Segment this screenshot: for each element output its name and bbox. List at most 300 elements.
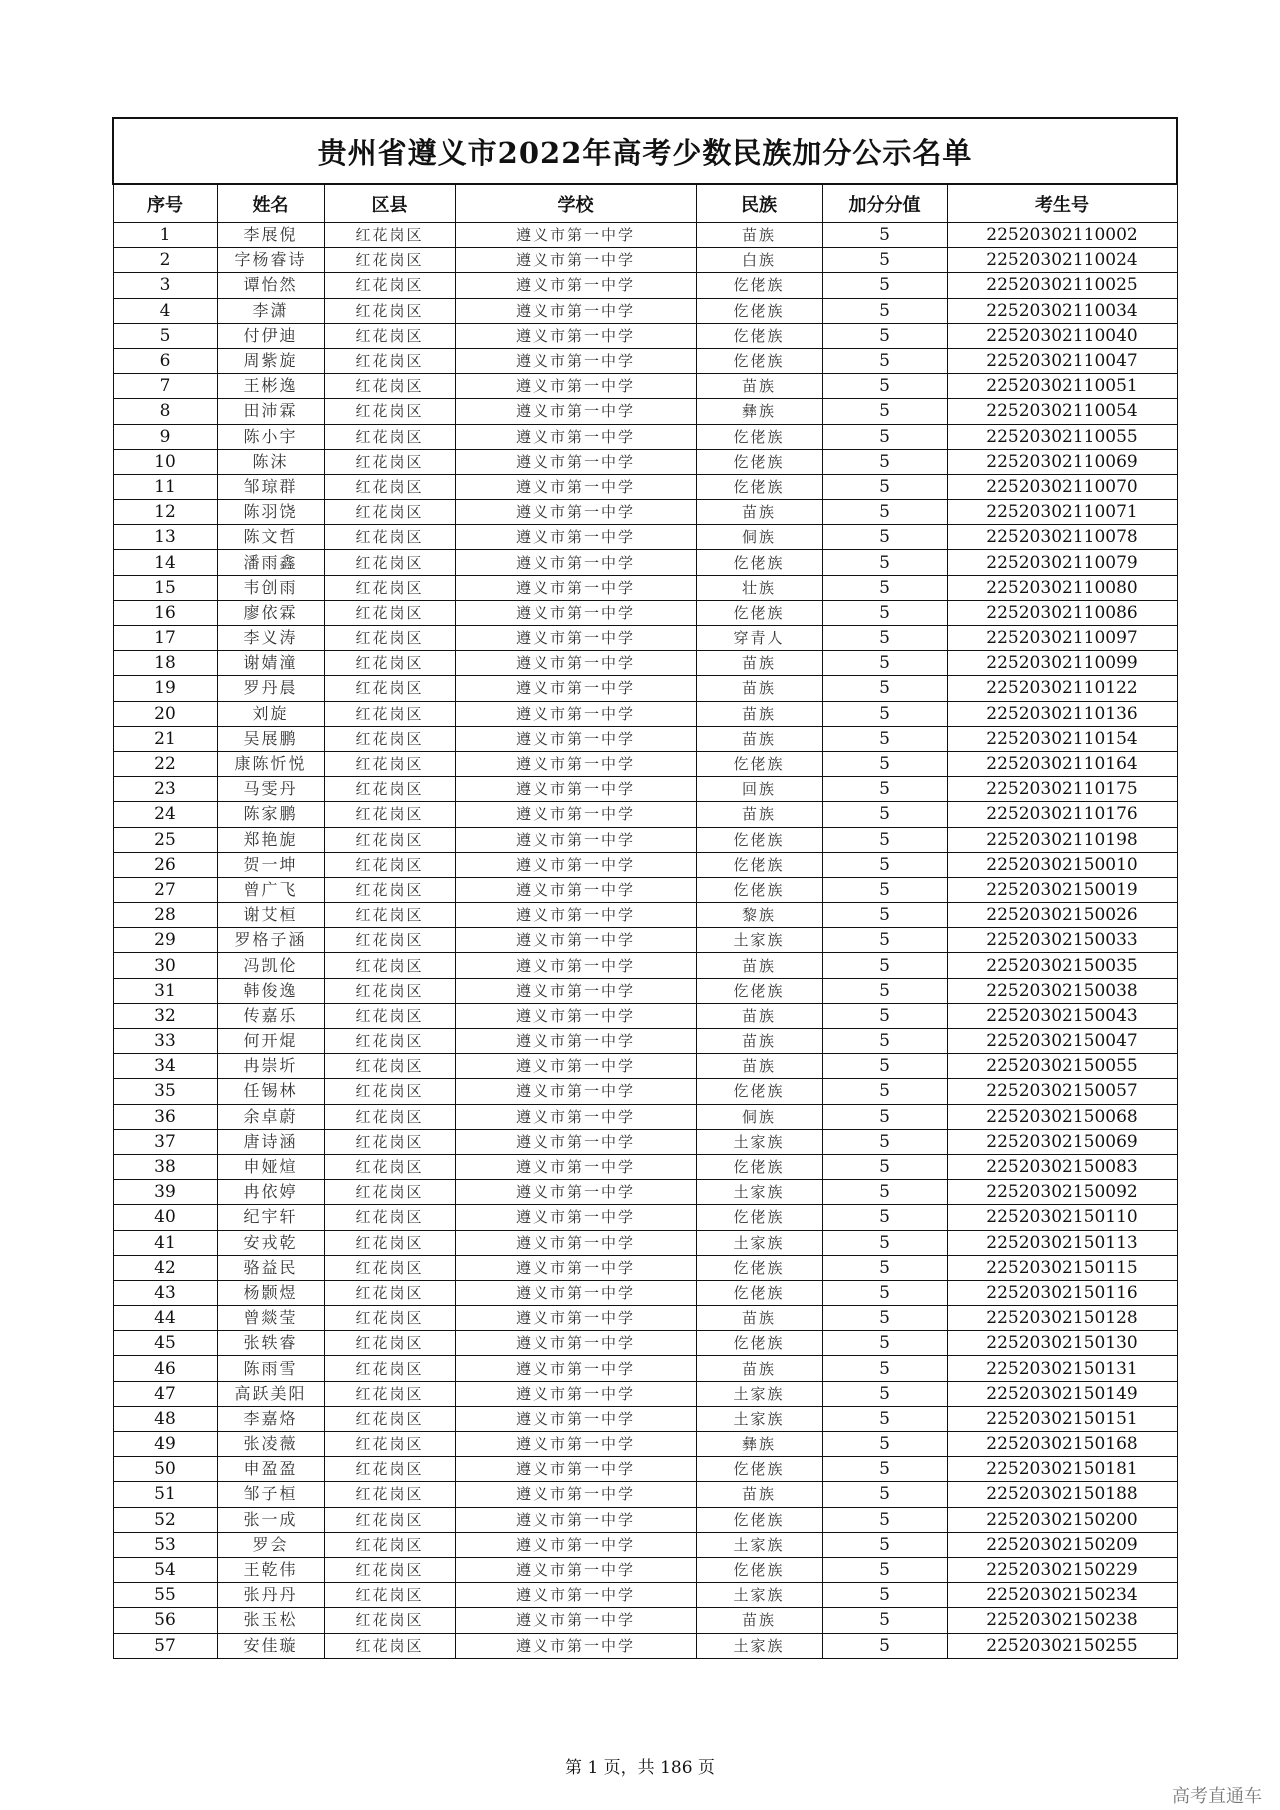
district-cell: 红花岗区 xyxy=(324,525,455,550)
name-cell: 余卓蔚 xyxy=(217,1104,324,1129)
table-row xyxy=(113,1003,1177,1028)
bonus-cell: 5 xyxy=(822,1557,947,1582)
ethnicity-cell: 仡佬族 xyxy=(696,1457,822,1482)
exam-id-cell: 22520302110055 xyxy=(947,424,1177,449)
exam-id-cell: 22520302150055 xyxy=(947,1054,1177,1079)
exam-id-cell: 22520302150057 xyxy=(947,1079,1177,1104)
exam-id-cell: 22520302150229 xyxy=(947,1557,1177,1582)
bonus-cell: 5 xyxy=(822,626,947,651)
school-cell: 遵义市第一中学 xyxy=(455,1331,696,1356)
table-row xyxy=(113,1129,1177,1154)
exam-id-cell: 22520302110080 xyxy=(947,575,1177,600)
table-row xyxy=(113,777,1177,802)
bonus-cell: 5 xyxy=(822,1104,947,1129)
bonus-cell: 5 xyxy=(822,1029,947,1054)
district-cell: 红花岗区 xyxy=(324,1557,455,1582)
school-cell: 遵义市第一中学 xyxy=(455,1029,696,1054)
bonus-cell: 5 xyxy=(822,1255,947,1280)
table-row xyxy=(113,474,1177,499)
name-cell: 张丹丹 xyxy=(217,1583,324,1608)
ethnicity-cell: 苗族 xyxy=(696,1608,822,1633)
index-cell: 31 xyxy=(113,978,217,1003)
exam-id-cell: 22520302150047 xyxy=(947,1029,1177,1054)
bonus-cell: 5 xyxy=(822,1154,947,1179)
index-cell: 3 xyxy=(113,273,217,298)
index-cell: 22 xyxy=(113,751,217,776)
name-cell: 任锡林 xyxy=(217,1079,324,1104)
bonus-cell: 5 xyxy=(822,424,947,449)
ethnicity-cell: 侗族 xyxy=(696,525,822,550)
header-index: 序号 xyxy=(113,184,217,223)
name-cell: 李嘉烙 xyxy=(217,1406,324,1431)
table-row xyxy=(113,651,1177,676)
district-cell: 红花岗区 xyxy=(324,474,455,499)
school-cell: 遵义市第一中学 xyxy=(455,1255,696,1280)
bonus-cell: 5 xyxy=(822,1079,947,1104)
bonus-cell: 5 xyxy=(822,399,947,424)
name-cell: 传嘉乐 xyxy=(217,1003,324,1028)
school-cell: 遵义市第一中学 xyxy=(455,651,696,676)
district-cell: 红花岗区 xyxy=(324,827,455,852)
index-cell: 43 xyxy=(113,1280,217,1305)
table-row xyxy=(113,248,1177,273)
header-exam-id: 考生号 xyxy=(947,184,1177,223)
school-cell: 遵义市第一中学 xyxy=(455,298,696,323)
ethnicity-cell: 仡佬族 xyxy=(696,1507,822,1532)
roster-table xyxy=(112,117,1178,1659)
index-cell: 38 xyxy=(113,1154,217,1179)
district-cell: 红花岗区 xyxy=(324,928,455,953)
exam-id-cell: 22520302150128 xyxy=(947,1306,1177,1331)
name-cell: 纪宇轩 xyxy=(217,1205,324,1230)
school-cell: 遵义市第一中学 xyxy=(455,1507,696,1532)
exam-id-cell: 22520302150115 xyxy=(947,1255,1177,1280)
index-cell: 52 xyxy=(113,1507,217,1532)
ethnicity-cell: 黎族 xyxy=(696,903,822,928)
school-cell: 遵义市第一中学 xyxy=(455,852,696,877)
index-cell: 47 xyxy=(113,1381,217,1406)
name-cell: 陈羽饶 xyxy=(217,500,324,525)
index-cell: 13 xyxy=(113,525,217,550)
school-cell: 遵义市第一中学 xyxy=(455,1280,696,1305)
bonus-cell: 5 xyxy=(822,273,947,298)
bonus-cell: 5 xyxy=(822,248,947,273)
district-cell: 红花岗区 xyxy=(324,676,455,701)
ethnicity-cell: 苗族 xyxy=(696,676,822,701)
exam-id-cell: 22520302110070 xyxy=(947,474,1177,499)
district-cell: 红花岗区 xyxy=(324,273,455,298)
exam-id-cell: 22520302110099 xyxy=(947,651,1177,676)
exam-id-cell: 22520302150181 xyxy=(947,1457,1177,1482)
index-cell: 18 xyxy=(113,651,217,676)
name-cell: 谢婧潼 xyxy=(217,651,324,676)
exam-id-cell: 22520302110051 xyxy=(947,374,1177,399)
index-cell: 2 xyxy=(113,248,217,273)
name-cell: 安戎乾 xyxy=(217,1230,324,1255)
school-cell: 遵义市第一中学 xyxy=(455,374,696,399)
ethnicity-cell: 苗族 xyxy=(696,500,822,525)
index-cell: 55 xyxy=(113,1583,217,1608)
school-cell: 遵义市第一中学 xyxy=(455,953,696,978)
exam-id-cell: 22520302110054 xyxy=(947,399,1177,424)
exam-id-cell: 22520302110071 xyxy=(947,500,1177,525)
exam-id-cell: 22520302150151 xyxy=(947,1406,1177,1431)
table-row xyxy=(113,802,1177,827)
district-cell: 红花岗区 xyxy=(324,323,455,348)
name-cell: 申盈盈 xyxy=(217,1457,324,1482)
exam-id-cell: 22520302150092 xyxy=(947,1180,1177,1205)
school-cell: 遵义市第一中学 xyxy=(455,474,696,499)
table-row xyxy=(113,1230,1177,1255)
bonus-cell: 5 xyxy=(822,1457,947,1482)
school-cell: 遵义市第一中学 xyxy=(455,273,696,298)
district-cell: 红花岗区 xyxy=(324,701,455,726)
ethnicity-cell: 苗族 xyxy=(696,1306,822,1331)
ethnicity-cell: 白族 xyxy=(696,248,822,273)
district-cell: 红花岗区 xyxy=(324,1003,455,1028)
index-cell: 54 xyxy=(113,1557,217,1582)
school-cell: 遵义市第一中学 xyxy=(455,751,696,776)
exam-id-cell: 22520302110164 xyxy=(947,751,1177,776)
district-cell: 红花岗区 xyxy=(324,726,455,751)
name-cell: 字杨睿诗 xyxy=(217,248,324,273)
table-row xyxy=(113,1154,1177,1179)
name-cell: 安佳璇 xyxy=(217,1633,324,1658)
header-bonus: 加分分值 xyxy=(822,184,947,223)
ethnicity-cell: 仡佬族 xyxy=(696,550,822,575)
exam-id-cell: 22520302150209 xyxy=(947,1532,1177,1557)
table-row xyxy=(113,978,1177,1003)
table-row xyxy=(113,1633,1177,1658)
header-district: 区县 xyxy=(324,184,455,223)
index-cell: 7 xyxy=(113,374,217,399)
exam-id-cell: 22520302150234 xyxy=(947,1583,1177,1608)
name-cell: 陈家鹏 xyxy=(217,802,324,827)
ethnicity-cell: 苗族 xyxy=(696,651,822,676)
name-cell: 周紫旋 xyxy=(217,348,324,373)
index-cell: 44 xyxy=(113,1306,217,1331)
index-cell: 51 xyxy=(113,1482,217,1507)
table-row xyxy=(113,1331,1177,1356)
index-cell: 50 xyxy=(113,1457,217,1482)
ethnicity-cell: 土家族 xyxy=(696,928,822,953)
ethnicity-cell: 苗族 xyxy=(696,953,822,978)
school-cell: 遵义市第一中学 xyxy=(455,1532,696,1557)
school-cell: 遵义市第一中学 xyxy=(455,525,696,550)
name-cell: 谭怡然 xyxy=(217,273,324,298)
name-cell: 高跃美阳 xyxy=(217,1381,324,1406)
exam-id-cell: 22520302110025 xyxy=(947,273,1177,298)
bonus-cell: 5 xyxy=(822,1205,947,1230)
district-cell: 红花岗区 xyxy=(324,978,455,1003)
table-row xyxy=(113,449,1177,474)
table-row xyxy=(113,1507,1177,1532)
ethnicity-cell: 穿青人 xyxy=(696,626,822,651)
index-cell: 42 xyxy=(113,1255,217,1280)
exam-id-cell: 22520302110154 xyxy=(947,726,1177,751)
bonus-cell: 5 xyxy=(822,449,947,474)
district-cell: 红花岗区 xyxy=(324,1583,455,1608)
exam-id-cell: 22520302150033 xyxy=(947,928,1177,953)
index-cell: 10 xyxy=(113,449,217,474)
exam-id-cell: 22520302150255 xyxy=(947,1633,1177,1658)
index-cell: 23 xyxy=(113,777,217,802)
index-cell: 36 xyxy=(113,1104,217,1129)
name-cell: 陈雨雪 xyxy=(217,1356,324,1381)
ethnicity-cell: 仡佬族 xyxy=(696,1280,822,1305)
index-cell: 37 xyxy=(113,1129,217,1154)
ethnicity-cell: 土家族 xyxy=(696,1129,822,1154)
header-ethnicity: 民族 xyxy=(696,184,822,223)
ethnicity-cell: 苗族 xyxy=(696,726,822,751)
table-row xyxy=(113,1482,1177,1507)
ethnicity-cell: 土家族 xyxy=(696,1406,822,1431)
school-cell: 遵义市第一中学 xyxy=(455,1104,696,1129)
index-cell: 20 xyxy=(113,701,217,726)
bonus-cell: 5 xyxy=(822,953,947,978)
school-cell: 遵义市第一中学 xyxy=(455,575,696,600)
table-row xyxy=(113,1280,1177,1305)
bonus-cell: 5 xyxy=(822,374,947,399)
district-cell: 红花岗区 xyxy=(324,348,455,373)
name-cell: 骆益民 xyxy=(217,1255,324,1280)
header-name: 姓名 xyxy=(217,184,324,223)
ethnicity-cell: 苗族 xyxy=(696,701,822,726)
ethnicity-cell: 苗族 xyxy=(696,1003,822,1028)
exam-id-cell: 22520302110176 xyxy=(947,802,1177,827)
bonus-cell: 5 xyxy=(822,1507,947,1532)
exam-id-cell: 22520302110175 xyxy=(947,777,1177,802)
table-row xyxy=(113,751,1177,776)
table-row xyxy=(113,298,1177,323)
table-row xyxy=(113,374,1177,399)
district-cell: 红花岗区 xyxy=(324,500,455,525)
index-cell: 27 xyxy=(113,877,217,902)
ethnicity-cell: 仡佬族 xyxy=(696,978,822,1003)
ethnicity-cell: 仡佬族 xyxy=(696,323,822,348)
school-cell: 遵义市第一中学 xyxy=(455,928,696,953)
table-row xyxy=(113,626,1177,651)
index-cell: 15 xyxy=(113,575,217,600)
bonus-cell: 5 xyxy=(822,978,947,1003)
index-cell: 46 xyxy=(113,1356,217,1381)
table-row xyxy=(113,1104,1177,1129)
table-row xyxy=(113,1532,1177,1557)
bonus-cell: 5 xyxy=(822,1633,947,1658)
name-cell: 曾广飞 xyxy=(217,877,324,902)
exam-id-cell: 22520302150130 xyxy=(947,1331,1177,1356)
district-cell: 红花岗区 xyxy=(324,550,455,575)
name-cell: 韦创雨 xyxy=(217,575,324,600)
district-cell: 红花岗区 xyxy=(324,575,455,600)
table-row xyxy=(113,1381,1177,1406)
table-row xyxy=(113,550,1177,575)
school-cell: 遵义市第一中学 xyxy=(455,223,696,248)
ethnicity-cell: 仡佬族 xyxy=(696,751,822,776)
district-cell: 红花岗区 xyxy=(324,1331,455,1356)
exam-id-cell: 22520302150110 xyxy=(947,1205,1177,1230)
school-cell: 遵义市第一中学 xyxy=(455,877,696,902)
district-cell: 红花岗区 xyxy=(324,1482,455,1507)
index-cell: 34 xyxy=(113,1054,217,1079)
ethnicity-cell: 壮族 xyxy=(696,575,822,600)
district-cell: 红花岗区 xyxy=(324,374,455,399)
ethnicity-cell: 仡佬族 xyxy=(696,474,822,499)
ethnicity-cell: 彝族 xyxy=(696,1432,822,1457)
school-cell: 遵义市第一中学 xyxy=(455,777,696,802)
bonus-cell: 5 xyxy=(822,1003,947,1028)
table-row xyxy=(113,852,1177,877)
exam-id-cell: 22520302150083 xyxy=(947,1154,1177,1179)
index-cell: 19 xyxy=(113,676,217,701)
ethnicity-cell: 仡佬族 xyxy=(696,1079,822,1104)
bonus-cell: 5 xyxy=(822,1306,947,1331)
district-cell: 红花岗区 xyxy=(324,1154,455,1179)
district-cell: 红花岗区 xyxy=(324,953,455,978)
page-footer: 第 1 页，共 186 页 xyxy=(565,1758,715,1778)
exam-id-cell: 22520302150010 xyxy=(947,852,1177,877)
index-cell: 29 xyxy=(113,928,217,953)
school-cell: 遵义市第一中学 xyxy=(455,1205,696,1230)
name-cell: 贺一坤 xyxy=(217,852,324,877)
index-cell: 40 xyxy=(113,1205,217,1230)
school-cell: 遵义市第一中学 xyxy=(455,1054,696,1079)
table-row xyxy=(113,424,1177,449)
name-cell: 潘雨鑫 xyxy=(217,550,324,575)
table-row xyxy=(113,1205,1177,1230)
exam-id-cell: 22520302110069 xyxy=(947,449,1177,474)
exam-id-cell: 22520302150200 xyxy=(947,1507,1177,1532)
index-cell: 11 xyxy=(113,474,217,499)
district-cell: 红花岗区 xyxy=(324,802,455,827)
table-row xyxy=(113,1457,1177,1482)
school-cell: 遵义市第一中学 xyxy=(455,626,696,651)
name-cell: 吴展鹏 xyxy=(217,726,324,751)
bonus-cell: 5 xyxy=(822,525,947,550)
school-cell: 遵义市第一中学 xyxy=(455,600,696,625)
bonus-cell: 5 xyxy=(822,1482,947,1507)
exam-id-cell: 22520302150116 xyxy=(947,1280,1177,1305)
school-cell: 遵义市第一中学 xyxy=(455,978,696,1003)
ethnicity-cell: 苗族 xyxy=(696,1029,822,1054)
ethnicity-cell: 土家族 xyxy=(696,1633,822,1658)
district-cell: 红花岗区 xyxy=(324,223,455,248)
school-cell: 遵义市第一中学 xyxy=(455,1406,696,1431)
name-cell: 申娅煊 xyxy=(217,1154,324,1179)
exam-id-cell: 22520302110034 xyxy=(947,298,1177,323)
index-cell: 8 xyxy=(113,399,217,424)
table-row xyxy=(113,348,1177,373)
index-cell: 17 xyxy=(113,626,217,651)
index-cell: 41 xyxy=(113,1230,217,1255)
school-cell: 遵义市第一中学 xyxy=(455,1457,696,1482)
district-cell: 红花岗区 xyxy=(324,1129,455,1154)
bonus-cell: 5 xyxy=(822,550,947,575)
school-cell: 遵义市第一中学 xyxy=(455,1557,696,1582)
exam-id-cell: 22520302110079 xyxy=(947,550,1177,575)
name-cell: 王彬逸 xyxy=(217,374,324,399)
district-cell: 红花岗区 xyxy=(324,1104,455,1129)
district-cell: 红花岗区 xyxy=(324,399,455,424)
ethnicity-cell: 仡佬族 xyxy=(696,348,822,373)
ethnicity-cell: 土家族 xyxy=(696,1583,822,1608)
district-cell: 红花岗区 xyxy=(324,449,455,474)
exam-id-cell: 22520302150149 xyxy=(947,1381,1177,1406)
name-cell: 李潇 xyxy=(217,298,324,323)
table-row xyxy=(113,575,1177,600)
table-row xyxy=(113,323,1177,348)
ethnicity-cell: 苗族 xyxy=(696,1482,822,1507)
name-cell: 廖依霖 xyxy=(217,600,324,625)
school-cell: 遵义市第一中学 xyxy=(455,1633,696,1658)
exam-id-cell: 22520302150131 xyxy=(947,1356,1177,1381)
bonus-cell: 5 xyxy=(822,1432,947,1457)
school-cell: 遵义市第一中学 xyxy=(455,1154,696,1179)
bonus-cell: 5 xyxy=(822,348,947,373)
table-row xyxy=(113,676,1177,701)
ethnicity-cell: 苗族 xyxy=(696,374,822,399)
bonus-cell: 5 xyxy=(822,1280,947,1305)
index-cell: 56 xyxy=(113,1608,217,1633)
bonus-cell: 5 xyxy=(822,1583,947,1608)
district-cell: 红花岗区 xyxy=(324,1507,455,1532)
ethnicity-cell: 回族 xyxy=(696,777,822,802)
exam-id-cell: 22520302150238 xyxy=(947,1608,1177,1633)
school-cell: 遵义市第一中学 xyxy=(455,500,696,525)
school-cell: 遵义市第一中学 xyxy=(455,348,696,373)
bonus-cell: 5 xyxy=(822,600,947,625)
index-cell: 32 xyxy=(113,1003,217,1028)
bonus-cell: 5 xyxy=(822,223,947,248)
index-cell: 14 xyxy=(113,550,217,575)
bonus-cell: 5 xyxy=(822,1129,947,1154)
index-cell: 9 xyxy=(113,424,217,449)
index-cell: 28 xyxy=(113,903,217,928)
bonus-cell: 5 xyxy=(822,1054,947,1079)
district-cell: 红花岗区 xyxy=(324,877,455,902)
district-cell: 红花岗区 xyxy=(324,1230,455,1255)
school-cell: 遵义市第一中学 xyxy=(455,424,696,449)
exam-id-cell: 22520302110047 xyxy=(947,348,1177,373)
table-row xyxy=(113,1180,1177,1205)
bonus-cell: 5 xyxy=(822,852,947,877)
school-cell: 遵义市第一中学 xyxy=(455,449,696,474)
school-cell: 遵义市第一中学 xyxy=(455,802,696,827)
table-row xyxy=(113,928,1177,953)
index-cell: 30 xyxy=(113,953,217,978)
table-row xyxy=(113,600,1177,625)
ethnicity-cell: 土家族 xyxy=(696,1180,822,1205)
exam-id-cell: 22520302110086 xyxy=(947,600,1177,625)
district-cell: 红花岗区 xyxy=(324,903,455,928)
exam-id-cell: 22520302150168 xyxy=(947,1432,1177,1457)
ethnicity-cell: 仡佬族 xyxy=(696,1154,822,1179)
table-row xyxy=(113,1432,1177,1457)
index-cell: 6 xyxy=(113,348,217,373)
bonus-cell: 5 xyxy=(822,827,947,852)
school-cell: 遵义市第一中学 xyxy=(455,1180,696,1205)
bonus-cell: 5 xyxy=(822,777,947,802)
ethnicity-cell: 苗族 xyxy=(696,223,822,248)
index-cell: 21 xyxy=(113,726,217,751)
school-cell: 遵义市第一中学 xyxy=(455,1482,696,1507)
ethnicity-cell: 苗族 xyxy=(696,1356,822,1381)
school-cell: 遵义市第一中学 xyxy=(455,903,696,928)
exam-id-cell: 22520302150038 xyxy=(947,978,1177,1003)
district-cell: 红花岗区 xyxy=(324,1406,455,1431)
name-cell: 杨颢煜 xyxy=(217,1280,324,1305)
school-cell: 遵义市第一中学 xyxy=(455,726,696,751)
